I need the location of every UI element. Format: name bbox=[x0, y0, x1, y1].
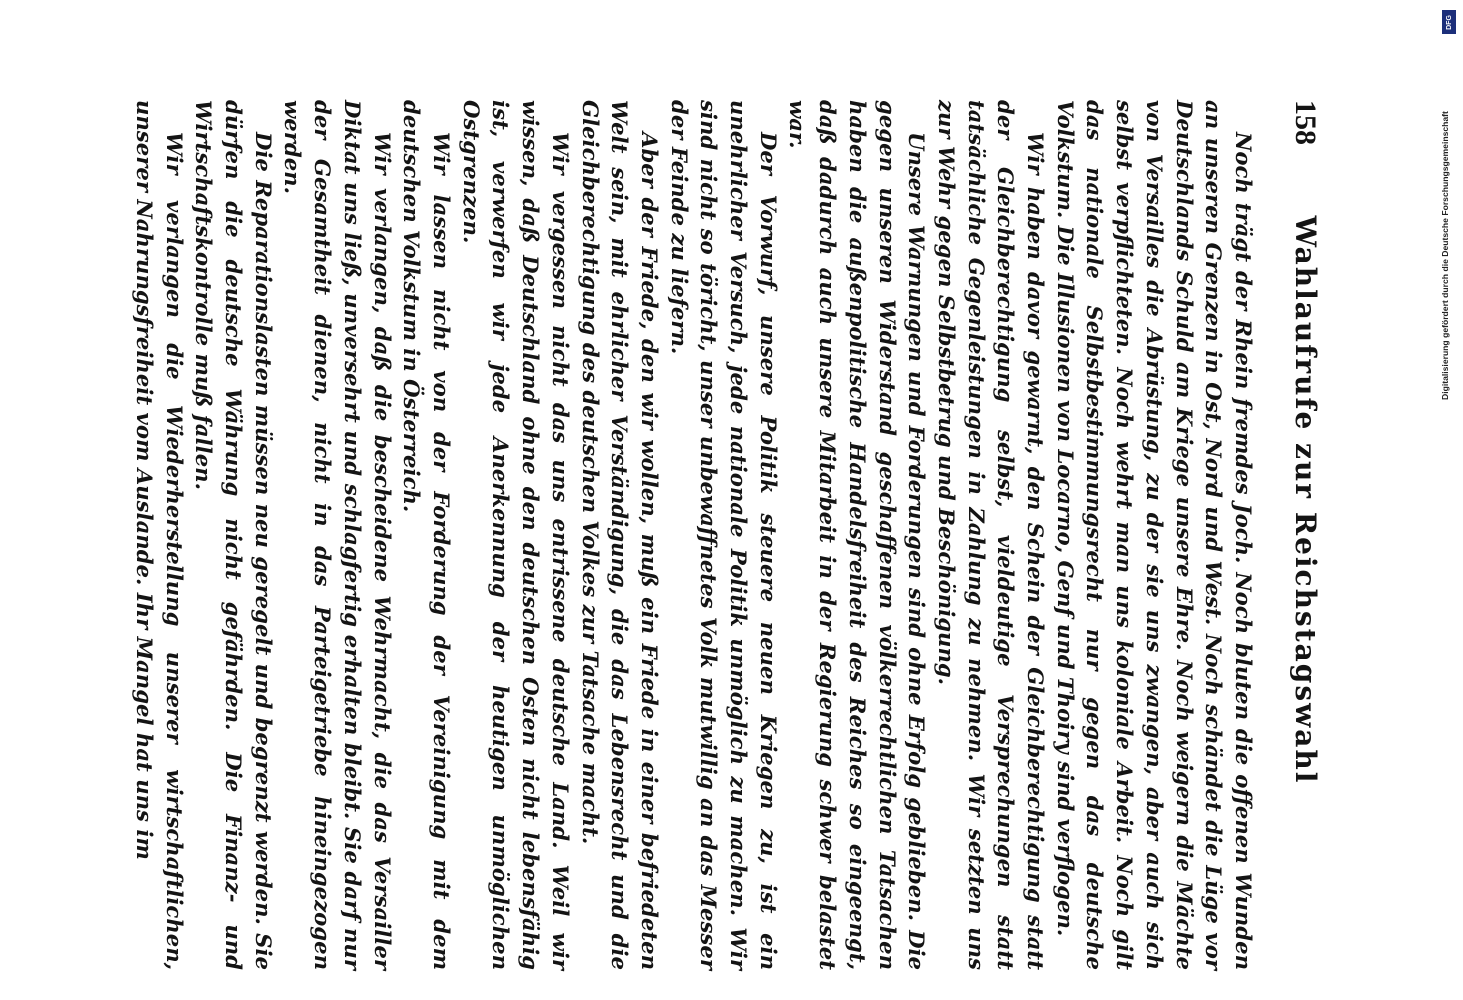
running-title: Wahlaufrufe zur Reichstagswahl bbox=[1289, 215, 1322, 785]
dfg-logo bbox=[1442, 10, 1456, 34]
paragraph: Wir haben davor gewarnt, den Schein der Gleichberechtigung statt der Gleichberechtigung selbst, vieldeutige Versprechungen statt tatsächliche Gegenleistungen in Zahlung zu nehmen. Wir setzten uns zur Wehr gegen Selbstbetrug und Beschönigung. bbox=[933, 100, 1049, 970]
paragraph: Wir verlangen, daß die bescheidene Wehrmacht, die das Versailler Diktat uns ließ, unversehrt und schlagfertig erhalten bleibt. Sie darf nur der Gesamtheit dienen, nicht in das Parteigetriebe hineingezogen werden. bbox=[280, 100, 395, 970]
digitization-credit-text: Digitalisierung gefördert durch die Deutsche Forschungsgemeinschaft bbox=[1440, 111, 1450, 400]
page-number: 158 bbox=[1289, 100, 1322, 145]
paragraph: Wir vergessen nicht das uns entrissene deutsche Land. Weil wir wissen, daß Deutschland ohne den deutschen Osten nicht lebensfähig ist, verwerfen wir jede Anerkennung der heutigen unmöglichen Ostgrenzen. bbox=[458, 100, 573, 970]
paragraph: Wir verlangen die Wiederherstellung unserer wirtschaftlichen, unserer Nahrungsfreiheit vom Auslande. Ihr Mangel hat uns im bbox=[131, 100, 187, 970]
dfg-logo-label: DFG bbox=[1445, 14, 1453, 30]
body-text bbox=[129, 100, 1258, 970]
paragraph: Der Vorwurf, unsere Politik steuere neuen Kriegen zu, ist ein unehrlicher Versuch, jede nationale Politik unmöglich zu machen. Wir sind nicht so töricht, unser unbewaffnetes Volk mutwillig an das Messer der Feinde zu liefern. bbox=[666, 100, 781, 970]
paragraph: Wir lassen nicht von der Forderung der Vereinigung mit dem deutschen Volkstum in Österreich. bbox=[399, 100, 455, 970]
paragraph: Die Reparationslasten müssen neu geregelt und begrenzt werden. Sie dürfen die deutsche Währung nicht gefährden. Die Finanz- und Wirtschaftskontrolle muß fallen. bbox=[191, 100, 276, 970]
digitization-credit bbox=[1440, 10, 1460, 400]
paragraph: Noch trägt der Rhein fremdes Joch. Noch bluten die offenen Wunden an unseren Grenzen in Ost, Nord und West. Noch schändet die Lüge vor Deutschlands Schuld am Kriege unsere Ehre. Noch weigern die Mächte von Versailles die Abrüstung, zu der sie uns zwangen, aber auch sich selbst verpflichteten. Noch wehrt man uns koloniale Arbeit. Noch gilt das nationale Selbstbestimmungsrecht nur gegen das deutsche Volkstum. Die Illusionen von Locarno, Genf und Thoiry sind verflogen. bbox=[1052, 100, 1256, 970]
paragraph: Unsere Warnungen und Forderungen sind ohne Erfolg geblieben. Die gegen unseren Widerstand geschaffenen völkerrechtlichen Tatsachen haben die außenpolitische Handelsfreiheit des Reiches so eingeengt, daß dadurch auch unsere Mitarbeit in der Regierung schwer belastet war. bbox=[785, 100, 930, 970]
paragraph: Aber der Friede, den wir wollen, muß ein Friede in einer befriedeten Welt sein, mit ehrlicher Verständigung, die das Lebensrecht und die Gleichberechtigung des deutschen Volkes zur Tatsache macht. bbox=[577, 100, 662, 970]
page-header bbox=[1282, 60, 1322, 940]
